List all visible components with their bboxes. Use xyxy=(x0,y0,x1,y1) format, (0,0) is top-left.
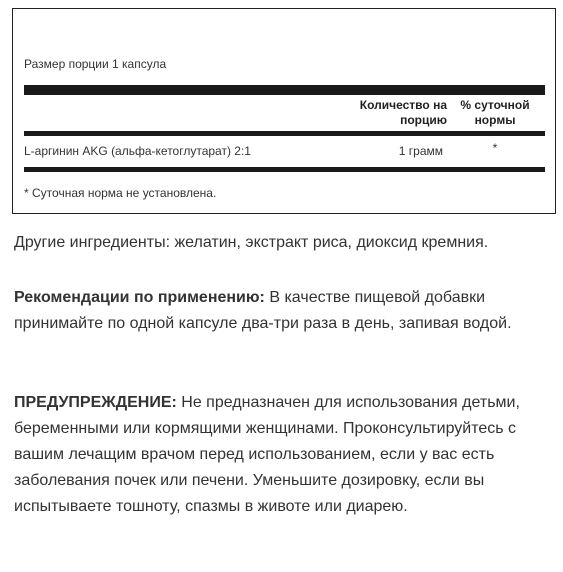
divider-thick xyxy=(24,85,545,95)
serving-size: Размер порции 1 капсула xyxy=(24,57,167,71)
other-ingredients: Другие ингредиенты: желатин, экстракт риса, диоксид кремния. xyxy=(14,234,489,251)
header-dv-line2: нормы xyxy=(474,113,516,127)
warning-section xyxy=(14,390,554,520)
usage-text: В качестве пищевой добавки принимайте по одной капсуле два-три раза в день, запивая водой. xyxy=(14,289,512,332)
header-amount-per-serving xyxy=(343,98,447,128)
usage-directions xyxy=(14,285,554,337)
ingredient-name: L-аргинин AKG (альфа-кетоглутарат) 2:1 xyxy=(24,144,251,158)
header-daily-value xyxy=(447,98,543,128)
supplement-facts-panel xyxy=(12,8,556,214)
divider-medium xyxy=(24,131,545,136)
warning-text: Не предназначен для использования детьми, беременными или кормящими женщинами. Проконсультируйтесь с вашим лечащим врачом перед использованием, если у вас есть заболевания почек или печени. Уменьшите дозировку, если вы испытываете тошноту, спазмы в животе или диарею. xyxy=(14,394,520,515)
ingredient-amount: 1 грамм xyxy=(398,144,443,158)
warning-label: ПРЕДУПРЕЖДЕНИЕ: xyxy=(14,394,177,411)
daily-value-footnote: * Суточная норма не установлена. xyxy=(24,186,217,200)
header-dv-line1: % суточной xyxy=(460,98,530,112)
header-amount-line2: порцию xyxy=(400,113,447,127)
divider-bottom xyxy=(24,167,545,172)
ingredient-daily-value: * xyxy=(492,141,498,155)
usage-label: Рекомендации по применению: xyxy=(14,289,265,306)
header-amount-line1: Количество на xyxy=(359,98,447,112)
